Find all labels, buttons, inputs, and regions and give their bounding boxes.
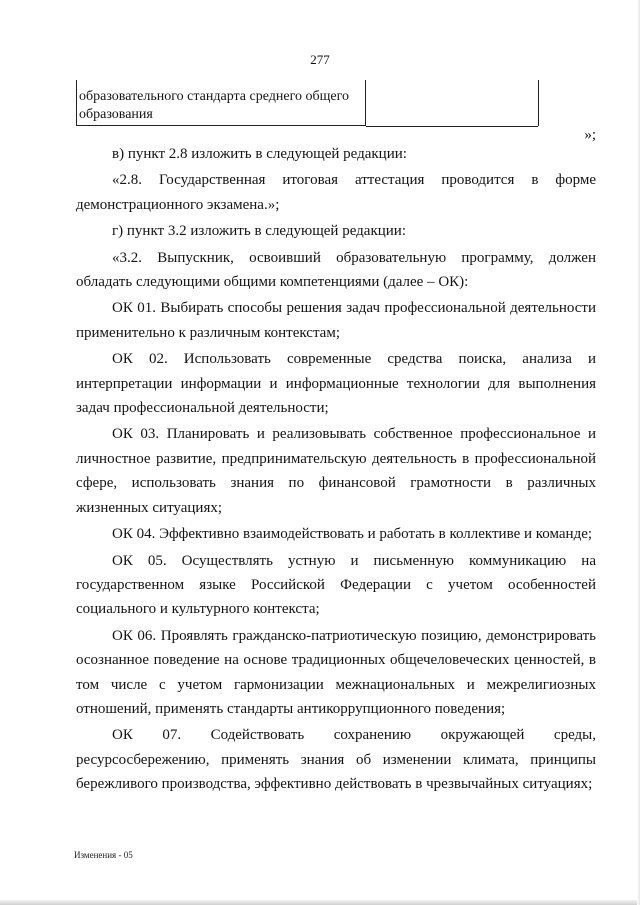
paragraph-item-v: в) пункт 2.8 изложить в следующей редакции: [112, 146, 407, 162]
paragraph-clause-2-8: «2.8. Государственная итоговая аттестация проводится в форме демонстрационного экзамена.»; [76, 172, 596, 213]
document-body [76, 142, 596, 797]
paragraph-ok-02: ОК 02. Использовать современные средства поиска, анализа и интерпретации информации и информационные технологии для выполнения задач профессиональной деятельности; [76, 351, 596, 417]
table-cell-right [366, 80, 538, 127]
table-cell-left: образовательного стандарта среднего общего образования [76, 80, 366, 126]
closing-quote-mark: »; [584, 127, 596, 143]
page-number: 277 [310, 52, 330, 67]
scan-bottom-edge [0, 900, 640, 905]
paragraph-ok-04: ОК 04. Эффективно взаимодействовать и работать в коллективе и команде; [112, 526, 593, 543]
paragraph-ok-05: ОК 05. Осуществлять устную и письменную коммуникацию на государственном языке Российской Федерации с учетом особенностей социального и культурного контекста; [76, 552, 596, 618]
paragraph-ok-03: ОК 03. Планировать и реализовывать собственное профессиональное и личностное развитие, предпринимательскую деятельность в профессиональной сфере, использовать знания по финансовой грамотности в различных жизненных ситуациях; [76, 426, 596, 516]
footer-revision-note: Изменения - 05 [74, 850, 133, 860]
paragraph-ok-01: ОК 01. Выбирать способы решения задач профессиональной деятельности применительно к различным контекстам; [76, 300, 596, 341]
paragraph-ok-06: ОК 06. Проявлять гражданско-патриотическую позицию, демонстрировать осознанное поведение на основе традиционных общечеловеческих ценностей, в том числе с учетом гармонизации межнациональных и межрелигиозных отношений, применять стандарты антикоррупционного поведения; [76, 627, 596, 717]
table-fragment [76, 80, 539, 126]
paragraph-clause-3-2: «3.2. Выпускник, освоивший образовательную программу, должен обладать следующими общими компетенциями (далее – ОК): [76, 249, 596, 291]
paragraph-item-g: г) пункт 3.2 изложить в следующей редакции: [112, 223, 406, 240]
paragraph-ok-07: ОК 07. Содействовать сохранению окружающей среды, ресурсосбережению, применять знания об изменении климата, принципы бережливого производства, эффективно действовать в чрезвычайных ситуациях; [76, 727, 596, 793]
